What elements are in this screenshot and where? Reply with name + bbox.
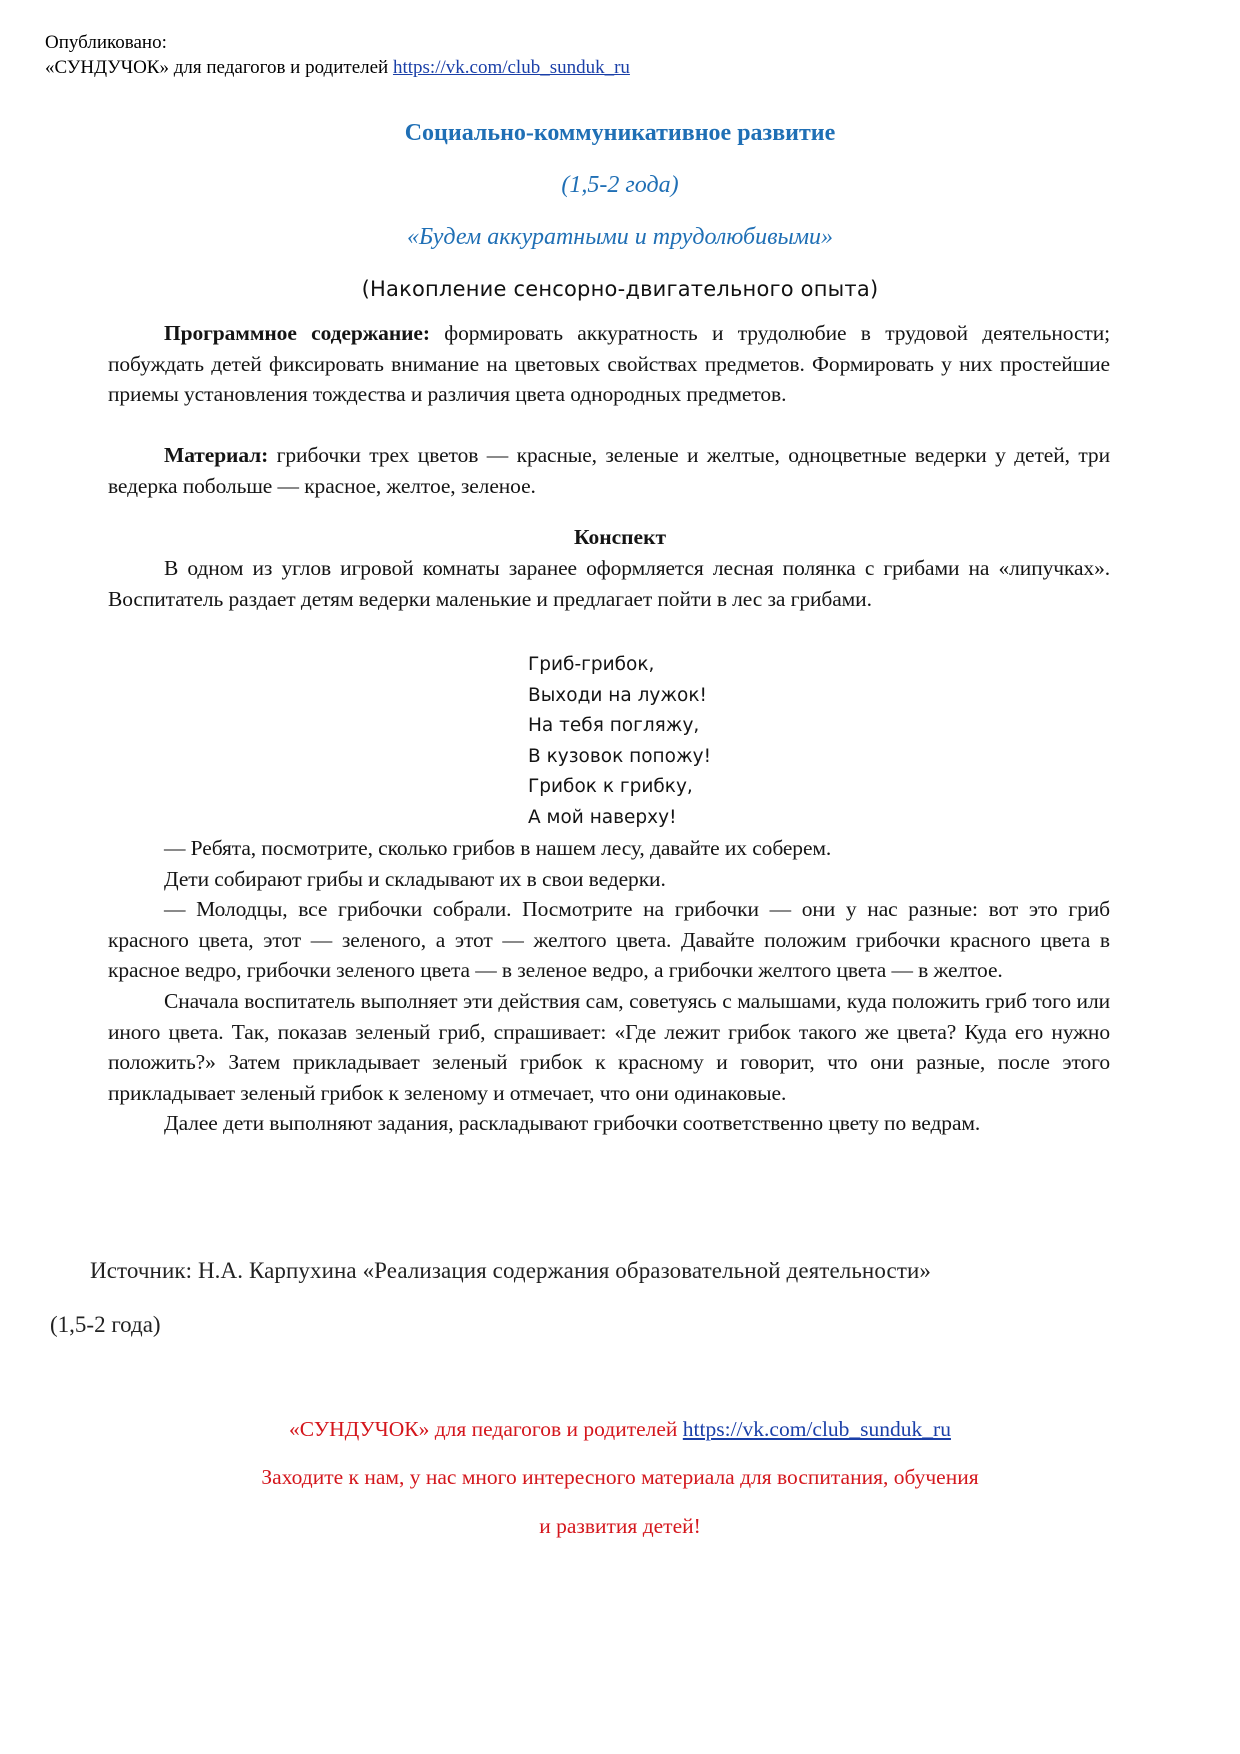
material-label: Материал: xyxy=(164,443,269,467)
footer-invite-text-end: и развития детей! xyxy=(539,1514,701,1538)
source-citation: Источник: Н.А. Карпухина «Реализация содержания образовательной деятельности» xyxy=(90,1258,931,1283)
header-site-line xyxy=(45,55,630,80)
program-content-text: формировать аккуратность и трудолюбие в трудовой деятельности; побуждать детей фиксировать внимание на цветовых свойствах предметов. Формировать у них простейшие приемы установления тождества и различия цвета однородных предметов. xyxy=(108,321,1110,407)
poem-line: В кузовок попожу! xyxy=(528,745,711,767)
age-range: (1,5-2 года) xyxy=(561,172,679,198)
lesson-subtitle: (Накопление сенсорно-двигательного опыта) xyxy=(361,277,879,301)
konspekt-body xyxy=(108,833,1110,1139)
poem xyxy=(528,650,711,834)
header-site-link[interactable]: https://vk.com/club_sunduk_ru xyxy=(392,57,630,78)
poem-line: Выходи на лужок! xyxy=(528,684,707,706)
lesson-title: «Будем аккуратными и трудолюбивыми» xyxy=(406,224,834,250)
konspekt-paragraph: — Ребята, посмотрите, сколько грибов в нашем лесу, давайте их соберем. xyxy=(164,836,832,860)
section-heading: Социально-коммуникативное развитие xyxy=(404,120,836,146)
published-label: Опубликовано: xyxy=(45,32,167,53)
footer-site-line xyxy=(0,1417,1240,1442)
konspekt-paragraph: Далее дети выполняют задания, раскладывают грибочки соответственно цвету по ведрам. xyxy=(164,1111,981,1136)
material-text: грибочки трех цветов — красные, зеленые и желтые, одноцветные ведерки у детей, три ведерка побольше — красное, желтое, зеленое. xyxy=(108,443,1110,498)
poem-line: А мой наверху! xyxy=(528,806,677,828)
poem-line: Грибок к грибку, xyxy=(528,776,693,798)
konspekt-paragraph: Сначала воспитатель выполняет эти действия сам, советуясь с малышами, куда положить гриб того или иного цвета. Так, показав зеленый гриб, спрашивает: «Где лежит грибок такого же цвета? Куда его нужно положить?» Затем прикладывает зеленый грибок к красному и говорит, что они разные, после этого прикладывает зеленый грибок к зеленому и отмечает, что они одинаковые. xyxy=(108,988,1110,1105)
konspekt-title: Конспект xyxy=(573,525,667,549)
footer-invite-text: Заходите к нам, у нас много интересного материала для воспитания, обучения xyxy=(261,1465,979,1489)
konspekt-intro-paragraph xyxy=(108,553,1110,614)
source-citation-age: (1,5-2 года) xyxy=(50,1312,161,1337)
konspekt-paragraph: Дети собирают грибы и складывают их в свои ведерки. xyxy=(164,866,666,891)
program-content-label: Программное содержание: xyxy=(164,321,430,345)
konspekt-intro-text: В одном из углов игровой комнаты заранее оформляется лесная полянка с грибами на «липучках». Воспитатель раздает детям ведерки маленькие и предлагает пойти в лес за грибами. xyxy=(108,556,1110,611)
poem-line: На тебя погляжу, xyxy=(528,715,700,737)
footer-site-name: «СУНДУЧОК» для педагогов и родителей xyxy=(289,1417,678,1441)
material-paragraph xyxy=(108,440,1110,501)
footer-site-link[interactable]: https://vk.com/club_sunduk_ru xyxy=(682,1417,951,1441)
published-header xyxy=(45,30,630,80)
program-content-paragraph xyxy=(108,318,1110,410)
header-site-name: «СУНДУЧОК» для педагогов и родителей xyxy=(45,57,389,78)
poem-line: Гриб-грибок, xyxy=(528,654,655,675)
konspekt-paragraph: — Молодцы, все грибочки собрали. Посмотрите на грибочки — они у нас разные: вот это гриб красного цвета, этот — зеленого, а этот — желтого цвета. Давайте положим грибочки красного цвета в красное ведро, грибочки зеленого цвета — в зеленое ведро, а грибочки желтого цвета — в желтое. xyxy=(108,897,1110,983)
